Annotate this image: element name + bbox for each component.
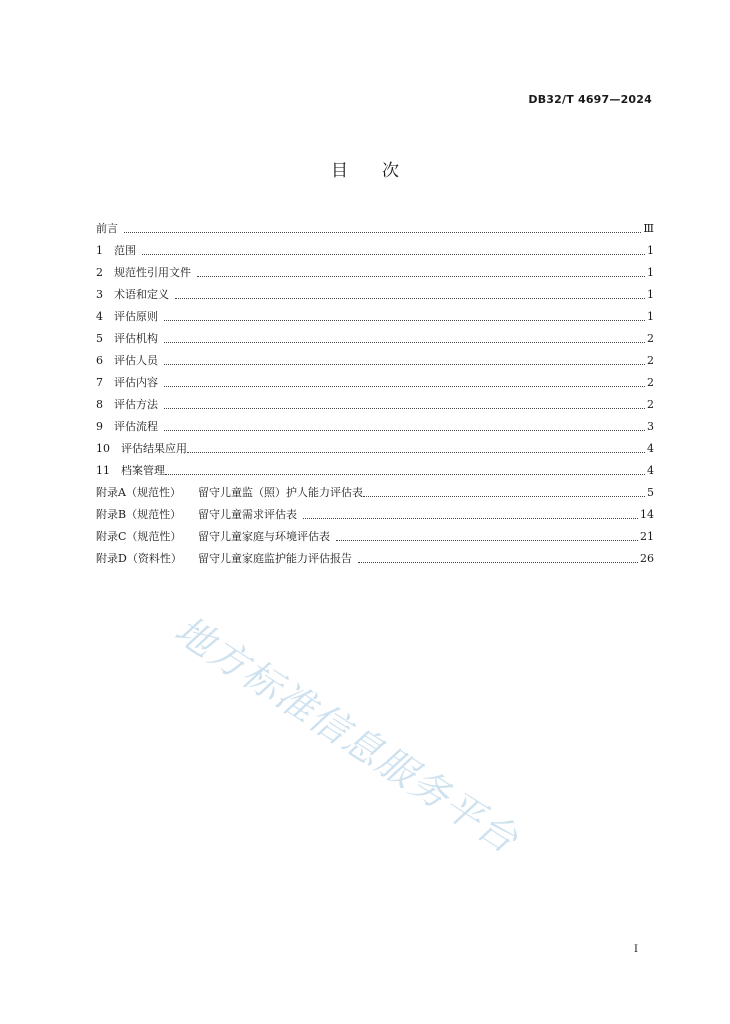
toc-page: 5	[647, 486, 654, 499]
dot-leader	[142, 253, 645, 255]
toc-label: 评估内容	[114, 376, 158, 389]
toc-label: 评估机构	[114, 332, 158, 345]
toc-number: 4	[96, 310, 103, 323]
dot-leader	[303, 517, 638, 519]
toc-entry-6[interactable]	[96, 346, 654, 368]
toc-entry-appendix-b[interactable]	[96, 500, 654, 522]
toc-number: 1	[96, 244, 103, 257]
toc-page: 2	[647, 354, 654, 367]
toc-label: 档案管理	[121, 464, 165, 477]
watermark: 地方标准信息服务平台	[167, 607, 527, 863]
toc-number: 附录D（资料性）	[96, 552, 182, 565]
toc-number: 7	[96, 376, 103, 389]
toc-entry-appendix-a[interactable]	[96, 478, 654, 500]
toc-entry-10[interactable]	[96, 434, 654, 456]
toc-label: 评估结果应用	[121, 442, 187, 455]
toc-label: 前言	[96, 222, 118, 235]
dot-leader	[187, 451, 645, 453]
toc-number: 3	[96, 288, 103, 301]
dot-leader	[336, 539, 638, 541]
toc-number: 8	[96, 398, 103, 411]
toc-page: 1	[647, 288, 654, 301]
dot-leader	[175, 297, 645, 299]
toc-label: 术语和定义	[114, 288, 169, 301]
toc-number: 附录B（规范性）	[96, 508, 182, 521]
toc-label: 留守儿童家庭监护能力评估报告	[198, 552, 352, 565]
page-number: I	[634, 944, 638, 955]
dot-leader	[197, 275, 645, 277]
toc-page: 4	[647, 442, 654, 455]
toc-entry-1[interactable]	[96, 236, 654, 258]
toc-entry-2[interactable]	[96, 258, 654, 280]
dot-leader	[164, 341, 645, 343]
toc-page: 1	[647, 266, 654, 279]
toc-page: 2	[647, 332, 654, 345]
toc-entry-7[interactable]	[96, 368, 654, 390]
toc-entry-3[interactable]	[96, 280, 654, 302]
toc-entry-appendix-d[interactable]	[96, 544, 654, 566]
toc-entry-9[interactable]	[96, 412, 654, 434]
toc-number: 11	[96, 464, 110, 477]
toc-page: 2	[647, 376, 654, 389]
toc-entry-11[interactable]	[96, 456, 654, 478]
table-of-contents	[96, 214, 654, 566]
toc-page: 1	[647, 310, 654, 323]
dot-leader	[164, 429, 645, 431]
toc-number: 2	[96, 266, 103, 279]
toc-page: 2	[647, 398, 654, 411]
toc-page: 14	[640, 508, 654, 521]
dot-leader	[363, 495, 645, 497]
page-title	[0, 156, 730, 181]
dot-leader	[124, 231, 641, 233]
dot-leader	[165, 473, 645, 475]
toc-page: 3	[647, 420, 654, 433]
title-char-1: 目	[331, 161, 348, 181]
toc-label: 评估人员	[114, 354, 158, 367]
toc-entry-foreword[interactable]	[96, 214, 654, 236]
title-char-2: 次	[382, 161, 399, 181]
toc-label: 评估流程	[114, 420, 158, 433]
toc-page: 1	[647, 244, 654, 257]
toc-label: 评估方法	[114, 398, 158, 411]
toc-number: 5	[96, 332, 103, 345]
toc-number: 附录C（规范性）	[96, 530, 182, 543]
dot-leader	[164, 385, 645, 387]
toc-label: 规范性引用文件	[114, 266, 191, 279]
toc-label: 留守儿童监（照）护人能力评估表	[198, 486, 363, 499]
toc-label: 评估原则	[114, 310, 158, 323]
toc-entry-5[interactable]	[96, 324, 654, 346]
toc-number: 9	[96, 420, 103, 433]
dot-leader	[358, 561, 638, 563]
toc-label: 范围	[114, 244, 136, 257]
toc-entry-appendix-c[interactable]	[96, 522, 654, 544]
dot-leader	[164, 319, 645, 321]
toc-page: 4	[647, 464, 654, 477]
toc-page: 21	[640, 530, 654, 543]
toc-number: 6	[96, 354, 103, 367]
toc-label: 留守儿童家庭与环境评估表	[198, 530, 330, 543]
dot-leader	[164, 407, 645, 409]
toc-number: 附录A（规范性）	[96, 486, 181, 499]
toc-entry-8[interactable]	[96, 390, 654, 412]
document-code: DB32/T 4697—2024	[528, 93, 652, 106]
dot-leader	[164, 363, 645, 365]
toc-entry-4[interactable]	[96, 302, 654, 324]
toc-page: 26	[640, 552, 654, 565]
toc-page: Ⅲ	[643, 222, 654, 235]
toc-number: 10	[96, 442, 110, 455]
toc-label: 留守儿童需求评估表	[198, 508, 297, 521]
